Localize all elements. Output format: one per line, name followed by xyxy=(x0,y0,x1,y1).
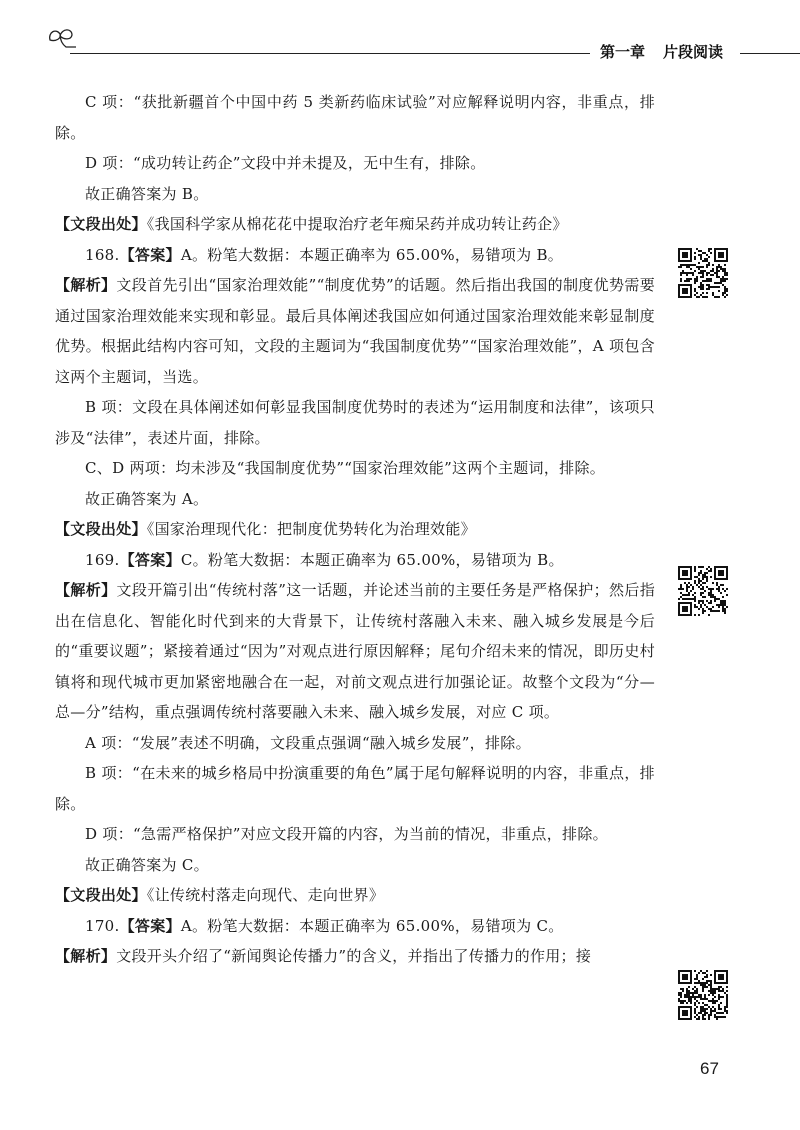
paragraph: 故正确答案为 B。 xyxy=(85,184,209,203)
answer-tag: 【答案】 xyxy=(119,245,181,264)
answer-line xyxy=(55,545,655,576)
source-text: 《国家治理现代化：把制度优势转化为治理效能》 xyxy=(146,520,476,538)
source-tag: 【文段出处】 xyxy=(55,520,147,538)
paragraph: B 项：“在未来的城乡格局中扮演重要的角色”属于尾句解释说明的内容，非重点，排除。 xyxy=(55,764,655,813)
analysis-tag: 【解析】 xyxy=(55,947,117,965)
source-line xyxy=(55,514,655,545)
paragraph: C 项：“获批新疆首个中国中药 5 类新药临床试验”对应解释说明内容，非重点，排除。 xyxy=(55,93,655,142)
source-line xyxy=(55,880,655,911)
source-text: 《让传统村落走向现代、走向世界》 xyxy=(146,886,385,904)
source-text: 《我国科学家从棉花花中提取治疗老年痴呆药并成功转让药企》 xyxy=(146,215,568,233)
question-number: 170. xyxy=(85,916,120,935)
paragraph: B 项：文段在具体阐述如何彰显我国制度优势时的表述为“运用制度和法律”，该项只涉及“法律”，表述片面，排除。 xyxy=(55,398,655,447)
answer-line xyxy=(55,911,655,942)
qr-code-icon[interactable] xyxy=(678,566,728,616)
question-number: 168. xyxy=(85,245,120,264)
paragraph: C、D 两项：均未涉及“我国制度优势”“国家治理效能”这两个主题词，排除。 xyxy=(85,459,606,477)
answer-tag: 【答案】 xyxy=(119,916,181,935)
analysis-text: 文段开篇引出“传统村落”这一话题，并论述当前的主要任务是严格保护；然后指出在信息化、智能化时代到来的大背景下，让传统村落融入未来、融入城乡发展是今后的“重要议题”；紧接着通过“因为”对观点进行原因解释；尾句介绍未来的情况，即历史村镇将和现代城市更加紧密地融合在一起，对前文观点进行加强论证。故整个文段为“分—总—分”结构，重点强调传统村落要融入未来、融入城乡发展，对应 C 项。 xyxy=(55,581,656,721)
page-body xyxy=(55,87,655,972)
header-title xyxy=(600,41,723,62)
chapter-label: 第一章 xyxy=(600,43,646,61)
answer-text: A。粉笔大数据：本题正确率为 65.00%，易错项为 C。 xyxy=(180,916,564,935)
analysis-tag: 【解析】 xyxy=(55,581,117,599)
qr-code-icon[interactable] xyxy=(678,970,728,1020)
analysis-text: 文段首先引出“国家治理效能”“制度优势”的话题。然后指出我国的制度优势需要通过国家治理效能来实现和彰显。最后具体阐述我国应如何通过国家治理效能来彰显制度优势。根据此结构内容可知，文段的主题词为“我国制度优势”“国家治理效能”，A 项包含这两个主题词，当选。 xyxy=(55,276,656,386)
paragraph: 故正确答案为 C。 xyxy=(85,855,209,874)
section-label: 片段阅读 xyxy=(663,43,724,61)
answer-text: A。粉笔大数据：本题正确率为 65.00%，易错项为 B。 xyxy=(180,245,564,264)
paragraph: D 项：“成功转让药企”文段中并未提及，无中生有，排除。 xyxy=(85,154,486,172)
analysis-tag: 【解析】 xyxy=(55,276,117,294)
question-number: 169. xyxy=(85,550,120,569)
analysis-paragraph xyxy=(55,270,655,392)
header-rule xyxy=(70,53,590,54)
analysis-text: 文段开头介绍了“新闻舆论传播力”的含义，并指出了传播力的作用；接 xyxy=(116,947,592,965)
answer-tag: 【答案】 xyxy=(119,550,181,569)
analysis-paragraph xyxy=(55,941,655,972)
page-header xyxy=(0,0,800,70)
answer-line xyxy=(55,240,655,271)
page-number: 67 xyxy=(700,1059,719,1078)
source-line xyxy=(55,209,655,240)
paragraph: 故正确答案为 A。 xyxy=(85,489,209,508)
paragraph: D 项：“急需严格保护”对应文段开篇的内容，为当前的情况，非重点，排除。 xyxy=(85,825,608,843)
header-rule-right xyxy=(740,53,800,54)
answer-text: C。粉笔大数据：本题正确率为 65.00%，易错项为 B。 xyxy=(180,550,564,569)
qr-code-icon[interactable] xyxy=(678,248,728,298)
paragraph: A 项：“发展”表述不明确，文段重点强调“融入城乡发展”，排除。 xyxy=(85,733,531,752)
leaf-icon xyxy=(46,26,76,48)
analysis-paragraph xyxy=(55,575,655,728)
source-tag: 【文段出处】 xyxy=(55,886,147,904)
source-tag: 【文段出处】 xyxy=(55,215,147,233)
